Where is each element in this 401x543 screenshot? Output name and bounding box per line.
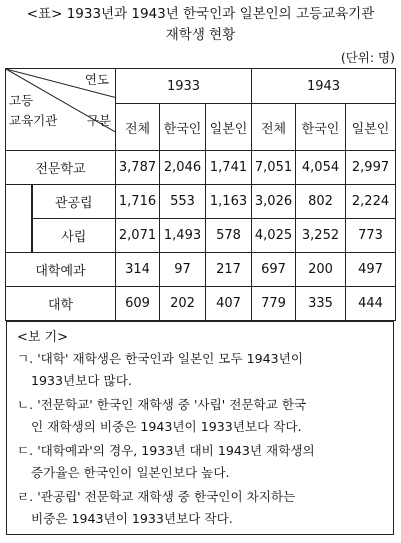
indent-spacer [6, 185, 32, 253]
table-cell: 2,224 [346, 185, 396, 219]
table-cell: 97 [160, 253, 206, 287]
table-cell: 1,716 [116, 185, 160, 219]
item-text: '관공립' 전문학교 재학생 중 한국인이 차지하는 [37, 489, 296, 504]
row-label-professional-school: 전문학교 [6, 151, 116, 185]
item-text-cont: 증가율은 한국인이 일본인보다 높다. [31, 465, 230, 480]
bogi-box [6, 321, 394, 535]
corner-row-label-b: 교육기관 [9, 113, 58, 128]
table-cell: 802 [296, 185, 346, 219]
table-cell: 217 [206, 253, 252, 287]
item-mark: ㄹ. [17, 489, 34, 504]
table-cell: 3,026 [252, 185, 296, 219]
bogi-title: <보 기> [17, 330, 69, 345]
title-line-2: 재학생 현황 [165, 27, 236, 43]
item-text: '대학' 재학생은 한국인과 일본인 모두 1943년이 [37, 351, 303, 366]
table-title [0, 4, 401, 46]
table-cell: 2,997 [346, 151, 396, 185]
bogi-item-b [17, 394, 385, 438]
col-header: 전체 [116, 104, 160, 151]
table-cell: 202 [160, 287, 206, 321]
title-line-1: <표> 1933년과 1943년 한국인과 일본인의 고등교육기관 [26, 6, 375, 22]
row-label-university: 대학 [6, 287, 116, 321]
table-cell: 1,741 [206, 151, 252, 185]
table-cell: 497 [346, 253, 396, 287]
table-cell: 3,252 [296, 219, 346, 253]
bogi-item-a [17, 348, 385, 392]
row-label-private: 사립 [32, 219, 116, 253]
item-text: '전문학교' 한국인 재학생 중 '사립' 전문학교 한국 [37, 397, 307, 412]
table-cell: 2,046 [160, 151, 206, 185]
row-label-public: 관공립 [32, 185, 116, 219]
col-header: 일본인 [206, 104, 252, 151]
item-text: '대학예과'의 경우, 1933년 대비 1943년 재학생의 [37, 443, 315, 458]
table-cell: 444 [346, 287, 396, 321]
table-cell: 1,493 [160, 219, 206, 253]
table-cell: 578 [206, 219, 252, 253]
corner-group-label: 구분 [86, 113, 111, 128]
col-header: 한국인 [160, 104, 206, 151]
corner-year-label: 연도 [84, 72, 109, 87]
row-label-university-prep: 대학예과 [6, 253, 116, 287]
table-cell: 314 [116, 253, 160, 287]
year-header-1933: 1933 [116, 69, 252, 104]
table-cell: 1,163 [206, 185, 252, 219]
table-cell: 2,071 [116, 219, 160, 253]
col-header: 한국인 [296, 104, 346, 151]
table-cell: 4,025 [252, 219, 296, 253]
item-mark: ㄷ. [17, 443, 34, 458]
item-text-cont: 비중은 1943년이 1933년보다 작다. [31, 511, 233, 526]
table-cell: 3,787 [116, 151, 160, 185]
item-text-cont: 인 재학생의 비중은 1943년이 1933년보다 작다. [31, 419, 302, 434]
table-cell: 553 [160, 185, 206, 219]
statistics-table [5, 68, 396, 321]
table-cell: 200 [296, 253, 346, 287]
corner-row-label-a: 고등 [9, 93, 34, 108]
table-cell: 407 [206, 287, 252, 321]
table-cell: 779 [252, 287, 296, 321]
bogi-item-c [17, 440, 385, 484]
bogi-item-d [17, 486, 385, 530]
col-header: 일본인 [346, 104, 396, 151]
table-cell: 697 [252, 253, 296, 287]
table-cell: 335 [296, 287, 346, 321]
table-cell: 4,054 [296, 151, 346, 185]
col-header: 전체 [252, 104, 296, 151]
table-cell: 7,051 [252, 151, 296, 185]
table-cell: 773 [346, 219, 396, 253]
unit-label: (단위: 명) [340, 50, 395, 65]
table-cell: 609 [116, 287, 160, 321]
item-text-cont: 1933년보다 많다. [31, 373, 132, 388]
item-mark: ㄱ. [17, 351, 34, 366]
year-header-1943: 1943 [252, 69, 396, 104]
item-mark: ㄴ. [17, 397, 34, 412]
corner-header-cell [6, 69, 116, 151]
